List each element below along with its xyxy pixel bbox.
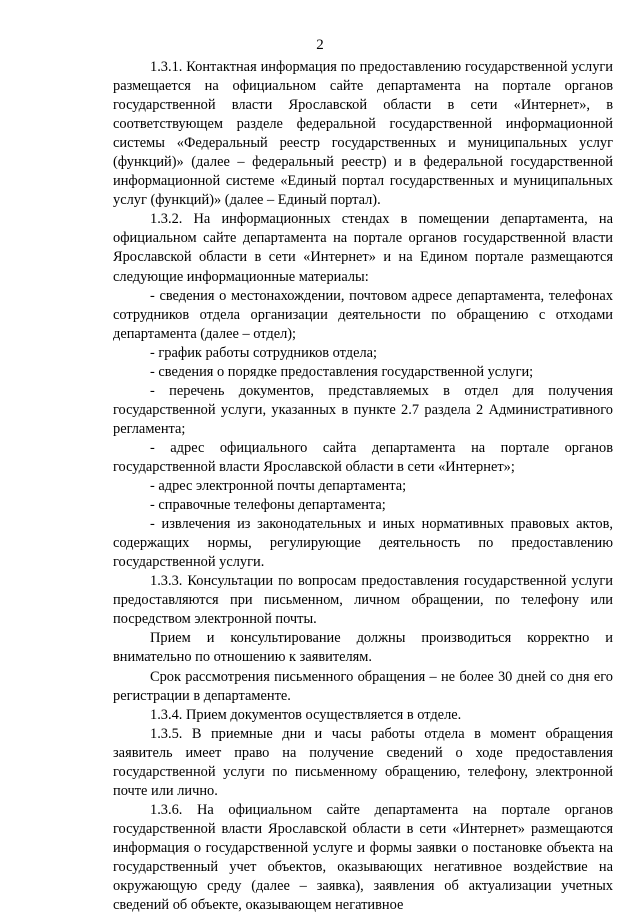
- paragraph-1-3-4: 1.3.4. Прием документов осуществляется в отделе.: [150, 706, 462, 723]
- paragraph-reception: Прием и консультирование должны производиться корректно и внимательно по отношению к заявителям.: [113, 630, 613, 666]
- paragraph-review-term: Срок рассмотрения письменного обращения – не более 30 дней со дня его регистрации в департаменте.: [113, 668, 613, 704]
- list-item: - адрес официального сайта департамента на портале органов государственной власти Ярославской области в сети «Интернет»;: [113, 439, 613, 475]
- page-number: 2: [316, 37, 324, 53]
- paragraph-1-3-5: 1.3.5. В приемные дни и часы работы отдела в момент обращения заявитель имеет право на получение сведений о ходе предоставления государственной услуги по письменному обращению, телефону, электронной почте или лично.: [113, 725, 613, 799]
- list-item: - адрес электронной почты департамента;: [150, 478, 407, 495]
- list-item: - сведения о порядке предоставления государственной услуги;: [150, 363, 534, 380]
- list-item: - график работы сотрудников отдела;: [150, 344, 378, 361]
- paragraph-1-3-1: 1.3.1. Контактная информация по предоставлению государственной услуги размещается на официальном сайте департамента на портале органов государственной власти Ярославской области в сети «Интернет», в соответствующем разделе федеральной государственной информационной системы «Федеральный реестр государственных и муниципальных услуг (функций)» (далее – федеральный реестр) и в федеральной государственной информационной системе «Единый портал государственных и муниципальных услуг (функций)» (далее – Единый портал).: [113, 59, 613, 209]
- document-body: [113, 58, 613, 915]
- list-item: - извлечения из законодательных и иных нормативных правовых актов, содержащих нормы, регулирующие деятельность по предоставлению государственной услуги.: [113, 516, 613, 571]
- list-item: - справочные телефоны департамента;: [150, 497, 386, 514]
- paragraph-1-3-6: 1.3.6. На официальном сайте департамента на портале органов государственной власти Ярославской области в сети «Интернет» размещаются информация о государственной услуге и формы заявки о постановке объекта на государственный учет объектов, оказывающих негативное воздействие на окружающую среду (далее – заявка), заявления об актуализации учетных сведений об объекте, оказывающем негативное: [113, 801, 613, 914]
- list-item: - перечень документов, представляемых в отдел для получения государственной услуги, указанных в пункте 2.7 раздела 2 Административного регламента;: [113, 382, 613, 437]
- paragraph-1-3-3: 1.3.3. Консультации по вопросам предоставления государственной услуги предоставляются при письменном, личном обращении, по телефону или посредством электронной почты.: [113, 573, 613, 628]
- list-item: - сведения о местонахождении, почтовом адресе департамента, телефонах сотрудников отдела организации деятельности по обращению с отходами департамента (далее – отдел);: [113, 287, 613, 342]
- paragraph-1-3-2: 1.3.2. На информационных стендах в помещении департамента, на официальном сайте департамента на портале органов государственной власти Ярославской области в сети «Интернет» и на Едином портале размещаются следующие информационные материалы:: [113, 211, 613, 285]
